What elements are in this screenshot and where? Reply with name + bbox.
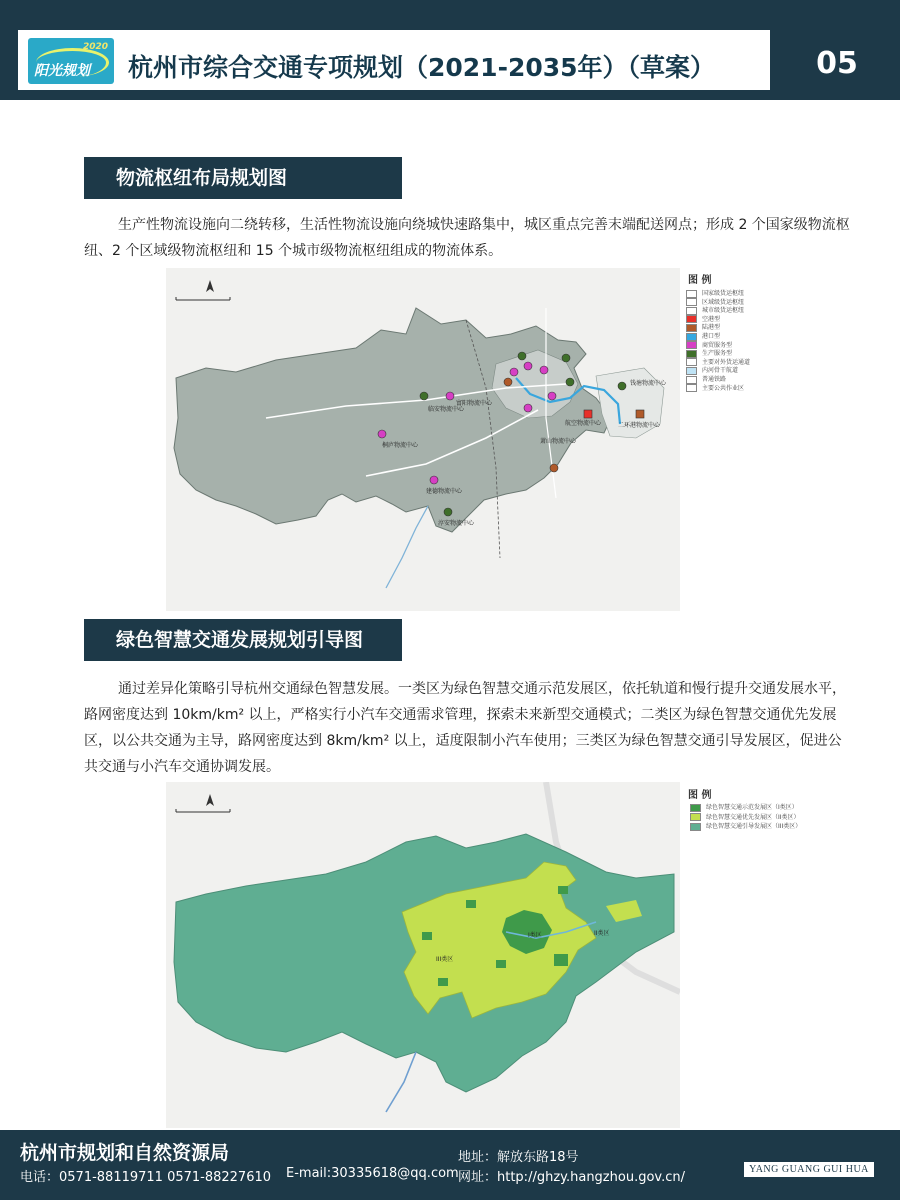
zone-label-ii: II类区 (594, 930, 610, 937)
legend-label: 空港型 (702, 315, 721, 323)
legend-swatch (686, 384, 697, 392)
map-label-hub: 航空物流中心 (565, 420, 602, 427)
legend-label: 绿色智慧交通示范发展区（I类区） (706, 804, 798, 811)
logistics-map-canvas (166, 268, 680, 611)
legend-label: 国家级货运枢纽 (702, 290, 745, 297)
yangguang-guihua-logo (28, 38, 114, 84)
legend-item (690, 802, 798, 812)
legend-label: 生产服务型 (702, 350, 733, 358)
legend-swatch (690, 823, 701, 831)
paragraph-logistics: 生产性物流设施向二绕转移，生活性物流设施向绕城快速路集中，城区重点完善末端配送网点；形成 2 个国家级物流枢纽、2 个区域级物流枢纽和 15 个城市级物流枢纽组成的物流体系。 (84, 217, 850, 259)
green-map-canvas (166, 782, 680, 1128)
map-label-hub: 淳安物流中心 (438, 520, 475, 527)
logistics-hub-map (166, 268, 680, 611)
legend-label: 主要公共作业区 (702, 384, 745, 392)
footer-brand: YANG GUANG GUI HUA (744, 1162, 874, 1177)
legend-swatch (690, 813, 701, 821)
zone-label-iii: III类区 (436, 956, 454, 963)
legend-label: 陆港型 (702, 324, 721, 332)
legend-label: 商贸服务型 (702, 341, 733, 349)
section-title-green-transport: 绿色智慧交通发展规划引导图 (84, 619, 402, 661)
map-label-hub: 建德物流中心 (426, 488, 463, 495)
zone-label-i: I类区 (528, 932, 542, 939)
logo-year: 2020 (82, 42, 108, 52)
footer-address: 地址：解放东路18号 (458, 1150, 579, 1165)
legend-swatch (690, 804, 701, 812)
legend-item (690, 821, 801, 831)
map-label-hub: 桐庐物流中心 (382, 442, 419, 449)
page-footer (0, 1130, 900, 1200)
legend-label: 普通铁路 (702, 376, 727, 383)
footer-email[interactable]: E-mail:30335618@qq.com (286, 1166, 459, 1181)
legend-item (686, 383, 744, 393)
legend-title: 图 例 (688, 790, 712, 801)
green-transport-map (166, 782, 680, 1128)
footer-phone: 电话：0571-88119711 0571-88227610 (20, 1170, 272, 1185)
paragraph-green-transport: 通过差异化策略引导杭州交通绿色智慧发展。一类区为绿色智慧交通示范发展区，依托轨道和慢行提升交通发展水平，路网密度达到 10km/km² 以上，严格实行小汽车交通需求管理，探索未来新型交通模式；二类区为绿色智慧交通优先发展区，以公共交通为主导，路网密度达到 8km/km² 以上，适度限制小汽车使用；三类区为绿色智慧交通引导发展区，促进公共交通与小汽车交通协调发展。 (84, 681, 846, 775)
legend-label: 内河骨干航道 (702, 367, 739, 375)
map-label-hub: 临安物流中心 (428, 406, 465, 413)
map-label-hub: 二环港物流中心 (618, 422, 661, 429)
legend-label: 主要对外货运通道 (702, 358, 751, 366)
footer-website[interactable]: 网址：http://ghzy.hangzhou.gov.cn/ (458, 1170, 685, 1185)
page-title: 杭州市综合交通专项规划（2021-2035年）（草案） (128, 53, 716, 82)
legend-label: 城市级货运枢纽 (702, 307, 745, 315)
map-label-hub: 富阳物流中心 (456, 400, 493, 407)
map-label-hub: 钱塘物流中心 (630, 380, 667, 387)
legend-label: 港口型 (702, 333, 721, 340)
legend-title: 图 例 (688, 275, 712, 286)
logo-text: 阳光规划 (34, 63, 90, 79)
legend-item (690, 812, 800, 822)
legend-label: 区域级货运枢纽 (702, 298, 745, 306)
legend-label: 绿色智慧交通优先发展区（II类区） (706, 813, 800, 821)
footer-org: 杭州市规划和自然资源局 (20, 1142, 230, 1164)
section-title-logistics: 物流枢纽布局规划图 (84, 157, 402, 199)
page-number: 05 (816, 46, 858, 81)
map-label-hub: 萧山物流中心 (540, 438, 577, 445)
legend-label: 绿色智慧交通引导发展区（III类区） (706, 823, 802, 830)
